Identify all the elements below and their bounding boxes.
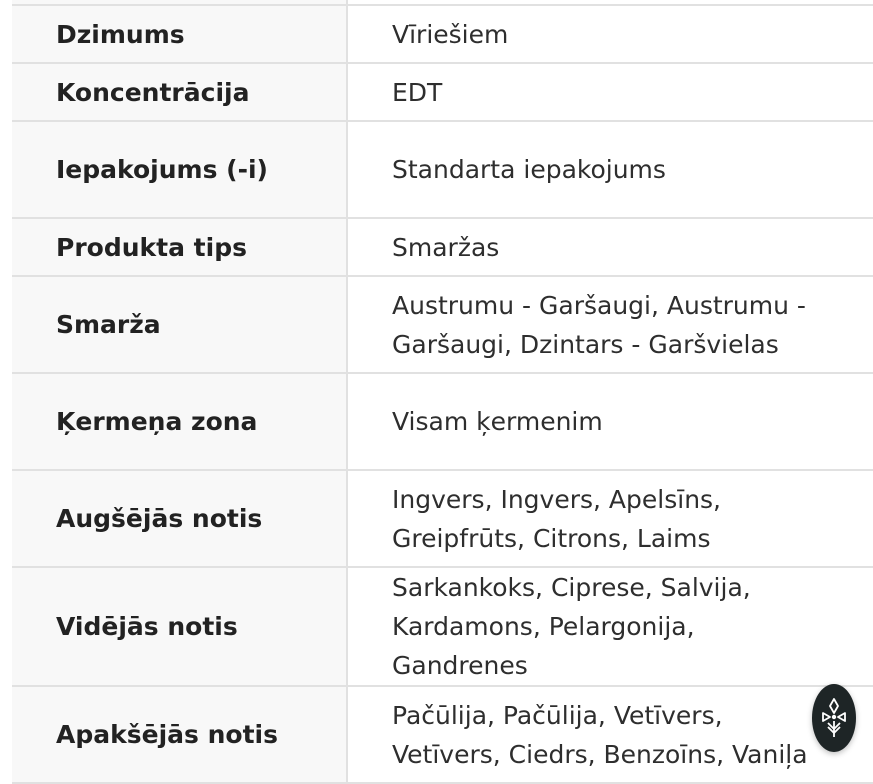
spec-value-concentration: EDT [347, 63, 873, 121]
table-row [12, 470, 873, 567]
table-row [12, 567, 873, 686]
spec-value-gender: Vīriešiem [347, 5, 873, 63]
spec-value-packaging: Standarta iepakojums [347, 121, 873, 218]
spec-value-body-area: Visam ķermenim [347, 373, 873, 470]
product-spec-table [12, 0, 873, 784]
spec-key-product-type: Produkta tips [12, 218, 347, 276]
spec-value-top-notes: Ingvers, Ingvers, Apelsīns, Greipfrūts, Citrons, Laims [347, 470, 873, 567]
table-row [12, 686, 873, 783]
table-row [12, 121, 873, 218]
spec-key-scent: Smarža [12, 276, 347, 373]
spec-key-body-area: Ķermeņa zona [12, 373, 347, 470]
floating-action-button[interactable] [812, 684, 856, 752]
table-row [12, 5, 873, 63]
spec-key-packaging: Iepakojums (-i) [12, 121, 347, 218]
table-row [12, 218, 873, 276]
product-spec-table-container [12, 0, 873, 784]
table-row [12, 276, 873, 373]
brand-emblem-icon [819, 696, 849, 740]
table-row [12, 63, 873, 121]
table-row [12, 373, 873, 470]
spec-value-middle-notes: Sarkankoks, Ciprese, Salvija, Kardamons, Pelargonija, Gandrenes [347, 567, 873, 686]
spec-key-concentration: Koncentrācija [12, 63, 347, 121]
spec-key-middle-notes: Vidējās notis [12, 567, 347, 686]
spec-key-top-notes: Augšējās notis [12, 470, 347, 567]
spec-value-product-type: Smaržas [347, 218, 873, 276]
spec-key-base-notes: Apakšējās notis [12, 686, 347, 783]
spec-value-scent: Austrumu - Garšaugi, Austrumu - Garšaugi, Dzintars - Garšvielas [347, 276, 873, 373]
spec-value-base-notes: Pačūlija, Pačūlija, Vetīvers, Vetīvers, Ciedrs, Benzoīns, Vaniļa [347, 686, 873, 783]
spec-key-gender: Dzimums [12, 5, 347, 63]
